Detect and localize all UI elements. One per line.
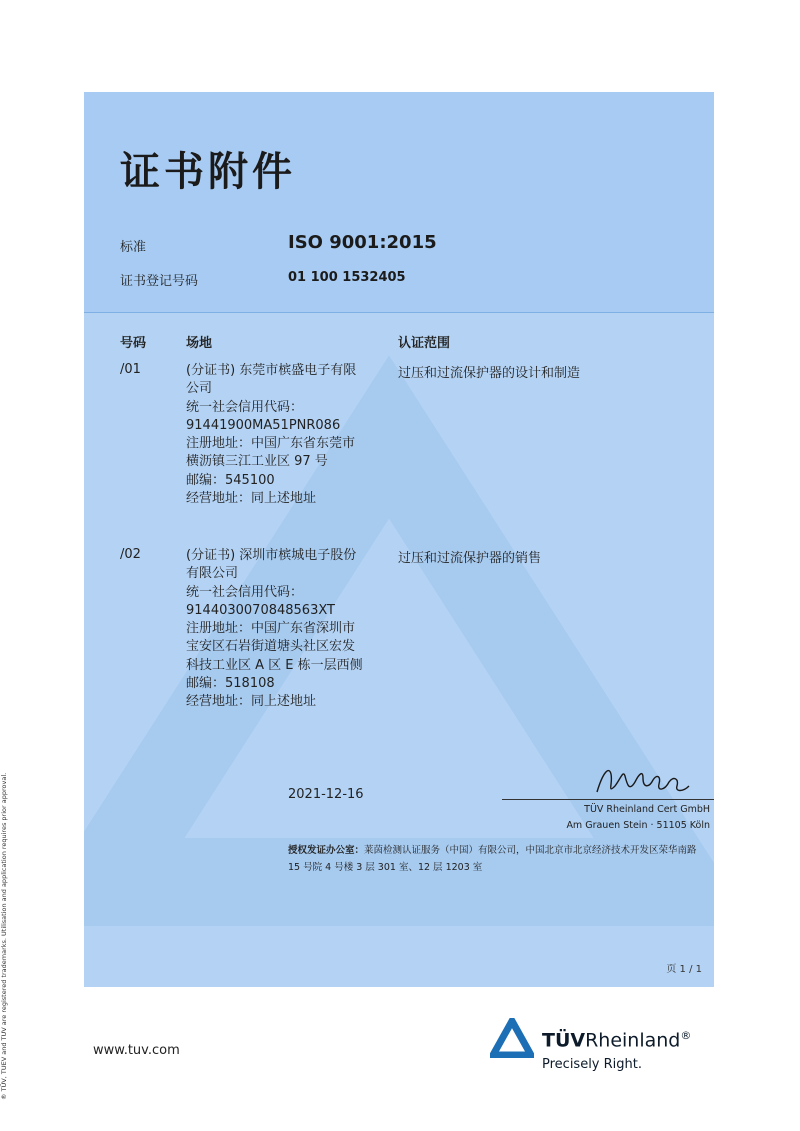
registration-label: 证书登记号码 (120, 274, 199, 289)
trademark-note: ® TÜV, TUEV and TUV are registered trademarks. Utilisation and application requires prior approval. (0, 772, 8, 1100)
site-line: 公司 (186, 381, 213, 397)
certificate-sheet (84, 92, 714, 987)
issuer-block (554, 802, 710, 834)
site-line: (分证书) 深圳市槟城电子股份 (186, 548, 357, 563)
standard-label: 标准 (120, 240, 147, 255)
site-line: 邮编：518108 (186, 676, 275, 692)
standard-value: ISO 9001:2015 (288, 232, 437, 253)
page-title: 证书附件 (120, 149, 296, 195)
site-line: 统一社会信用代码： (186, 399, 304, 415)
brand-rest: Rheinland (585, 1029, 681, 1052)
site-details (186, 362, 386, 508)
site-line: 注册地址：中国广东省深圳市 (186, 621, 356, 637)
row-number: /02 (120, 547, 141, 562)
site-line: (分证书) 东莞市槟盛电子有限 (186, 363, 357, 378)
registered-mark: ® (680, 1029, 692, 1042)
site-line: 经营地址：同上述地址 (186, 491, 317, 507)
site-line: 91441900MA51PNR086 (186, 417, 341, 433)
page-indicator: 页 1 / 1 (666, 964, 702, 975)
site-line: 经营地址：同上述地址 (186, 694, 317, 710)
column-header-site: 场地 (186, 336, 213, 351)
issue-date: 2021-12-16 (288, 787, 364, 802)
registration-number: 01 100 1532405 (288, 270, 406, 285)
signature-icon (589, 762, 699, 802)
site-line: 横沥镇三江工业区 97 号 (186, 454, 328, 470)
row-number: /01 (120, 362, 141, 377)
scope-text: 过压和过流保护器的销售 (398, 551, 542, 566)
scope-text: 过压和过流保护器的设计和制造 (398, 366, 581, 381)
brand-bold: TÜV (542, 1029, 586, 1052)
issuer-name: TÜV Rheinland Cert GmbH (584, 804, 710, 815)
site-line: 宝安区石岩街道塘头社区宏发 (186, 639, 356, 655)
site-line: 9144030070848563XT (186, 602, 335, 618)
site-line: 注册地址：中国广东省东莞市 (186, 436, 356, 452)
column-header-no: 号码 (120, 336, 147, 351)
column-header-scope: 认证范围 (398, 336, 451, 351)
tuv-triangle-logo-icon (490, 1018, 534, 1058)
site-line: 邮编：545100 (186, 472, 275, 488)
site-line: 科技工业区 A 区 E 栋一层西侧 (186, 657, 363, 673)
office-label: 授权发证办公室： (288, 845, 365, 856)
site-details (186, 547, 386, 712)
issuer-address: Am Grauen Stein · 51105 Köln (566, 820, 710, 831)
office-text: 莱茵检测认证服务（中国）有限公司，中国北京市北京经济技术开发区荣华南路 15 号院 4 号楼 3 层 301 室、12 层 1203 室 (288, 845, 697, 873)
issuing-office (288, 842, 708, 876)
brand-name (542, 1029, 691, 1051)
site-line: 统一社会信用代码： (186, 584, 304, 600)
signature-line (502, 799, 714, 800)
brand-slogan: Precisely Right. (542, 1057, 643, 1072)
website-link[interactable]: www.tuv.com (93, 1043, 180, 1058)
site-line: 有限公司 (186, 566, 239, 582)
